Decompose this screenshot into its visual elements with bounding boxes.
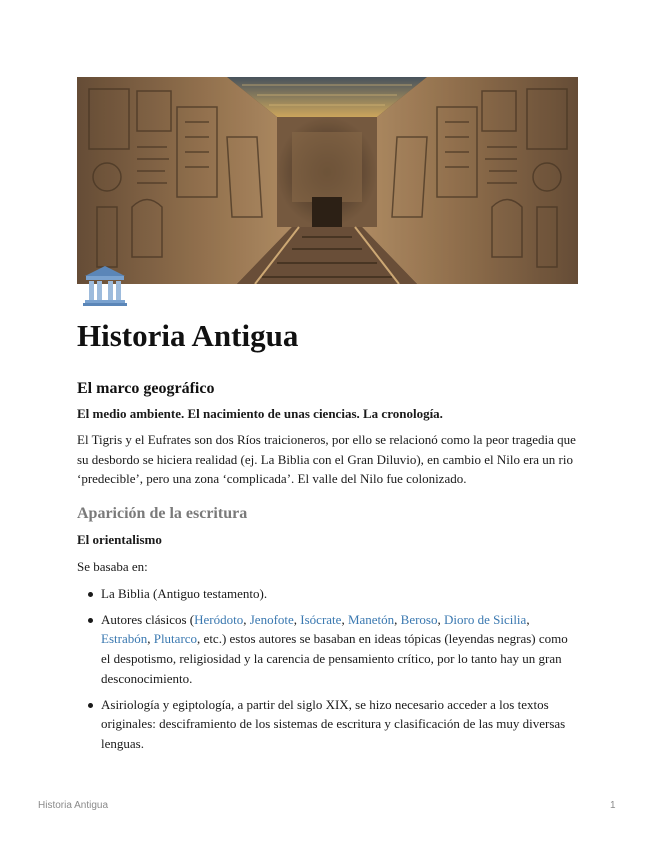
list-item	[77, 584, 578, 604]
cover-image	[77, 77, 578, 284]
author-link-beroso[interactable]: Beroso	[400, 611, 438, 627]
classical-building-icon	[82, 264, 128, 308]
section-heading-writing: Aparición de la escritura	[77, 505, 248, 522]
section-heading-geo: El marco geográfico	[77, 380, 215, 397]
footer-title: Historia Antigua	[38, 800, 109, 811]
writing-intro: Se basaba en:	[77, 559, 148, 574]
list-item	[77, 695, 578, 754]
page-number: 1	[610, 800, 616, 811]
geo-subheading: El medio ambiente. El nacimiento de unas ciencias. La cronología.	[77, 406, 443, 421]
tomb-corridor-illustration	[77, 77, 578, 284]
author-link-plutarco[interactable]: Plutarco	[153, 631, 198, 647]
author-link-estrabon[interactable]: Estrabón	[101, 631, 148, 647]
list-item-suffix: , etc.) estos autores se basaban en ideas tópicas (leyendas negras) como el despotismo, religiosidad y la carencia de pensamiento crítico, por lo tanto hay un gran desconocimiento.	[101, 631, 568, 686]
author-link-dioro-de-sicilia[interactable]: Dioro de Sicilia	[444, 611, 527, 627]
list-item: Autores clásicos (Heródoto, Jenofote, Isócrate, Manetón, Beroso, Dioro de Sicilia, Estrabón, Plutarco, etc.) estos autores se basaban en ideas tópicas (leyendas negras) como el despotismo, religiosidad y la carencia de pensamiento crítico, por lo tanto hay un gran desconocimiento.	[77, 610, 578, 689]
bullet-list	[77, 584, 578, 754]
list-item-text: Asiriología y egiptología, a partir del siglo XIX, se hizo necesario acceder a los textos originales: desciframiento de los sistemas de escritura y clasificación de las muy diversas lenguas.	[101, 696, 566, 751]
document-body	[77, 314, 578, 358]
author-link-jenofote[interactable]: Jenofote	[249, 611, 294, 627]
author-link-isocrate[interactable]: Isócrate	[300, 611, 342, 627]
author-link-herodoto[interactable]: Heródoto	[194, 611, 244, 627]
geo-paragraph: El Tigris y el Eufrates son dos Ríos traicioneros, por ello se relacionó como la peor tragedia que su desbordo se hiciera realidad (ej. La Biblia con el Gran Diluvio), en cambio el Nilo era un rio ‘predecible’, pero una zona ‘complicada’. El valle del Nilo fue colonizado.	[77, 432, 576, 487]
list-item-text: La Biblia (Antiguo testamento).	[101, 586, 268, 601]
page-title: Historia Antigua	[77, 318, 299, 353]
list-item-prefix: Autores clásicos (	[101, 611, 195, 627]
writing-subheading: El orientalismo	[77, 532, 162, 547]
author-link-maneton[interactable]: Manetón	[347, 611, 395, 627]
